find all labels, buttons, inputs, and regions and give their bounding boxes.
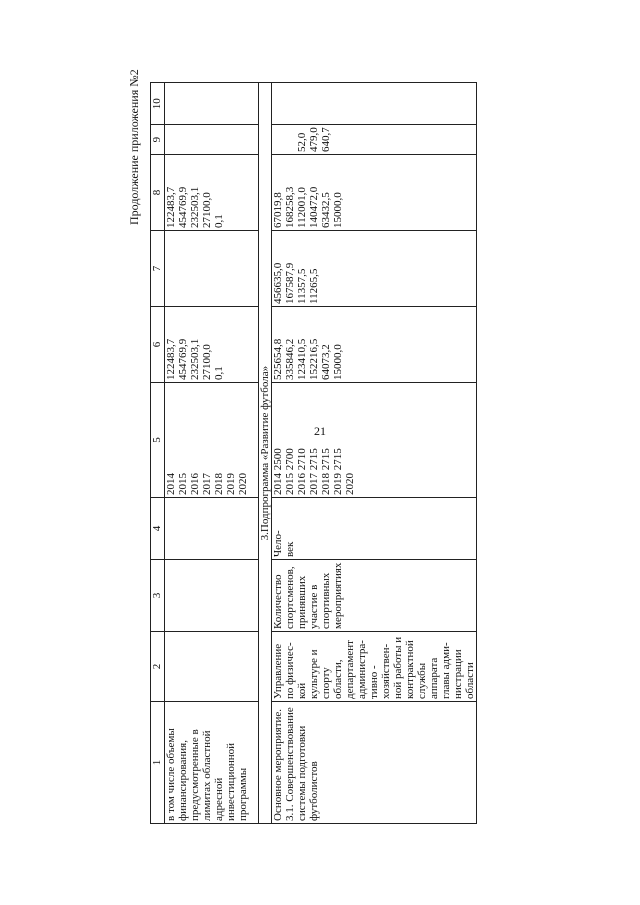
local-amount-cell <box>272 125 477 155</box>
amount: 232503,1 <box>189 338 201 380</box>
indicator-value: 2715 <box>332 448 344 471</box>
text-line: кой <box>296 682 308 699</box>
year: 2020 <box>237 473 249 495</box>
amount-cell <box>272 83 477 125</box>
header-cell: 3 <box>151 560 165 632</box>
amount: 11357,5 <box>296 268 308 304</box>
text-line: спортивных <box>320 572 332 629</box>
text-line: контрактной <box>404 640 416 699</box>
year-cell <box>165 383 259 498</box>
indicator-value: 2715 <box>308 448 320 471</box>
amount <box>284 127 296 152</box>
amount: 67019,8 <box>272 192 284 228</box>
year: 2019 <box>332 473 344 495</box>
amount <box>225 157 237 228</box>
amount: 140472,0 <box>308 186 320 228</box>
year-value-line <box>272 385 284 495</box>
text-line: финансирования, <box>177 740 189 821</box>
funding-limits-row <box>165 83 259 824</box>
amount: 335846,2 <box>284 338 296 380</box>
year: 2017 <box>308 473 320 495</box>
year: 2020 <box>344 473 356 495</box>
year: 2015 <box>177 473 189 495</box>
header-cell: 9 <box>151 125 165 155</box>
subprogram-row <box>259 83 272 824</box>
amount <box>344 127 356 152</box>
text-line: администра- <box>356 640 368 699</box>
year-value-line <box>296 385 308 495</box>
amount: 122483,7 <box>165 338 177 380</box>
amount <box>237 309 249 380</box>
amount: 152216,5 <box>308 338 320 380</box>
text-line: программы <box>237 767 249 821</box>
amount: 167587,9 <box>284 262 296 304</box>
text-line: системы подготовки <box>296 725 308 821</box>
text-line: Количество <box>272 574 284 629</box>
measure-description <box>165 702 259 824</box>
page-number: 21 <box>314 424 326 438</box>
indicator-value: 2715 <box>320 448 332 471</box>
amount <box>332 233 344 304</box>
year-value-line <box>332 385 344 495</box>
total-amount-cell <box>165 307 259 383</box>
amount: 168258,3 <box>284 186 296 228</box>
amount <box>344 157 356 228</box>
amount: 27100,0 <box>201 192 213 228</box>
header-cell: 8 <box>151 155 165 231</box>
amount: 0,1 <box>213 214 225 228</box>
text-line: инвестиционной <box>225 742 237 821</box>
total-amount-cell <box>272 307 477 383</box>
amount: 15000,0 <box>332 192 344 228</box>
regional-amount-cell <box>165 155 259 231</box>
year: 2016 <box>189 473 201 495</box>
unit-cell <box>165 498 259 560</box>
amount <box>344 233 356 304</box>
amount: 525654,8 <box>272 338 284 380</box>
text-line: тивно - <box>368 665 380 699</box>
year: 2018 <box>320 473 332 495</box>
text-line: мероприятиях <box>332 562 344 629</box>
indicator-cell <box>165 560 259 632</box>
program-funding-table <box>150 82 477 824</box>
year: 2015 <box>284 473 296 495</box>
amount: 123410,5 <box>296 338 308 380</box>
header-cell: 7 <box>151 231 165 307</box>
amount: 0,1 <box>213 366 225 380</box>
amount-cell <box>165 83 259 125</box>
subprogram-title: 3.Подпрограмма «Развитие футбола» <box>259 83 272 824</box>
text-line: области, <box>332 659 344 699</box>
text-line: в том числе объемы <box>165 728 177 821</box>
year: 2019 <box>225 473 237 495</box>
text-line: 3.1. Совершенствование <box>284 707 296 821</box>
indicator-value: 2500 <box>272 448 284 471</box>
year: 2017 <box>201 473 213 495</box>
measure-description <box>272 702 477 824</box>
year-value-line <box>344 385 356 495</box>
text-line: лимитах областной <box>201 730 213 821</box>
text-line: нистрации <box>452 649 464 699</box>
text-line: департамент <box>344 640 356 699</box>
year-value-line <box>308 385 320 495</box>
federal-amount-cell <box>272 231 477 307</box>
text-line: принявших <box>296 575 308 629</box>
amount: 64073,2 <box>320 344 332 380</box>
amount: 122483,7 <box>165 186 177 228</box>
year-value-line <box>320 385 332 495</box>
text-line: Управление <box>272 643 284 699</box>
year-value-line <box>284 385 296 495</box>
header-cell: 1 <box>151 702 165 824</box>
unit-cell <box>272 498 477 560</box>
executor-cell <box>272 632 477 702</box>
text-line: по физичес- <box>284 642 296 699</box>
regional-amount-cell <box>272 155 477 231</box>
text-line: Чело- <box>272 530 284 557</box>
indicator-value: 2700 <box>284 448 296 471</box>
amount <box>225 309 237 380</box>
header-cell: 10 <box>151 83 165 125</box>
text-line: ной работы и <box>392 636 404 699</box>
amount <box>332 127 344 152</box>
year: 2014 <box>165 473 177 495</box>
indicator-cell <box>272 560 477 632</box>
football-measure-row <box>272 83 477 824</box>
text-line: участие в <box>308 584 320 629</box>
text-line: футболистов <box>308 761 320 821</box>
text-line: адресной <box>213 777 225 821</box>
text-line: Основное мероприятие. <box>272 708 284 821</box>
amount: 454769,9 <box>177 338 189 380</box>
text-line: хозяйствен- <box>380 643 392 699</box>
text-line: спорту <box>320 667 332 699</box>
text-line: культуре и <box>308 649 320 699</box>
indicator-value: 2710 <box>296 448 308 471</box>
amount: 63432,5 <box>320 192 332 228</box>
amount: 11265,5 <box>308 268 320 304</box>
amount <box>320 233 332 304</box>
header-cell: 4 <box>151 498 165 560</box>
amount: 479,0 <box>308 127 320 152</box>
executor-cell <box>165 632 259 702</box>
amount: 15000,0 <box>332 344 344 380</box>
header-cell: 5 <box>151 383 165 498</box>
amount <box>344 309 356 380</box>
text-line: службы <box>416 662 428 699</box>
text-line: век <box>284 541 296 557</box>
amount: 232503,1 <box>189 186 201 228</box>
amount-cell <box>165 125 259 155</box>
year: 2018 <box>213 473 225 495</box>
amount: 456635,0 <box>272 262 284 304</box>
text-line: главы адми- <box>440 642 452 699</box>
amount: 454769,9 <box>177 186 189 228</box>
amount: 640,7 <box>320 127 332 152</box>
text-line: спортсменов, <box>284 566 296 629</box>
year: 2014 <box>272 473 284 495</box>
amount: 112001,0 <box>296 187 308 228</box>
amount: 27100,0 <box>201 344 213 380</box>
amount-cell <box>165 231 259 307</box>
amount: 52,0 <box>296 132 308 152</box>
amount <box>237 157 249 228</box>
amount <box>272 127 284 152</box>
header-row <box>151 83 165 824</box>
appendix-continuation-caption: Продолжение приложения №2 <box>127 69 141 225</box>
header-cell: 6 <box>151 307 165 383</box>
year-value-cell <box>272 383 477 498</box>
header-cell: 2 <box>151 632 165 702</box>
text-line: области <box>464 662 476 699</box>
text-line: предусмотренные в <box>189 729 201 821</box>
text-line: аппарата <box>428 657 440 699</box>
year: 2016 <box>296 473 308 495</box>
